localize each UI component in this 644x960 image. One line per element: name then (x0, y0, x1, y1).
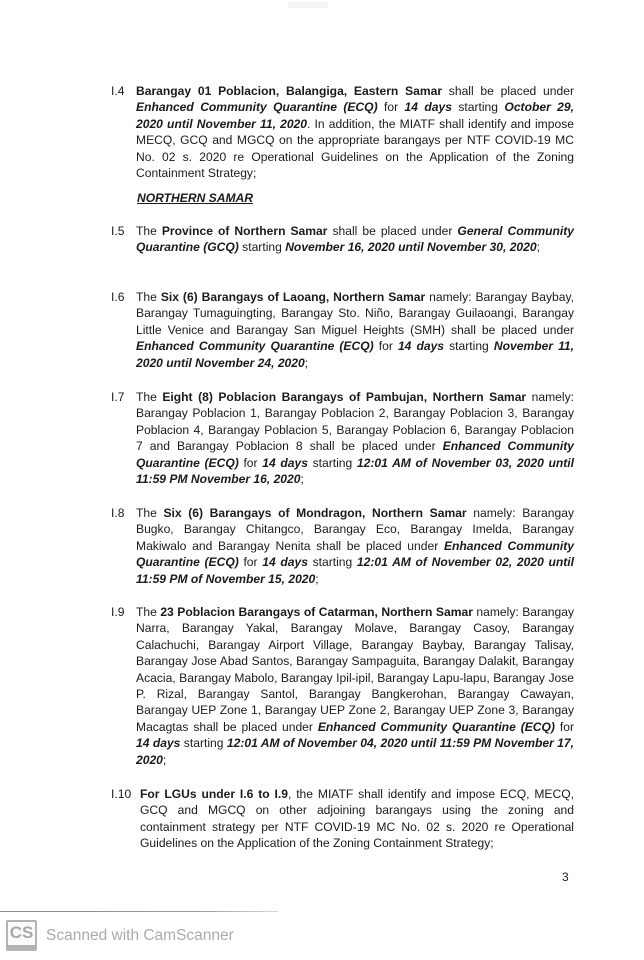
clause-text (128, 83, 574, 181)
emphasized-text: 14 days (136, 736, 181, 751)
emphasized-text: Barangay 01 Poblacion, Balangiga, Eastern Samar (136, 84, 443, 98)
clause-text (128, 505, 574, 587)
clause-number: I.5 (111, 224, 125, 238)
emphasized-text: Enhanced Community Quarantine (ECQ) (136, 439, 574, 470)
emphasized-text: Enhanced Community Quarantine (ECQ) (317, 719, 555, 734)
clause-text (128, 604, 574, 768)
text-run: The (136, 605, 161, 619)
clause-number: I.4 (111, 84, 125, 98)
clause-number: I.7 (111, 390, 125, 404)
emphasized-text: 14 days (262, 455, 308, 470)
clause-i8 (111, 505, 574, 587)
scan-artifact (288, 2, 328, 8)
text-run: The (136, 224, 162, 238)
text-run: ; (536, 240, 540, 255)
text-run: starting (238, 240, 286, 255)
clause-number: I.6 (111, 290, 125, 304)
text-run: namely: Barangay Poblacion 1, Barangay Poblacion 2, Barangay Poblacion 3, Barangay Poblacion 4, Barangay Poblacion 5, Barangay Poblacion 6, Barangay Poblacion 7 and Barangay Poblacion 8 shall be placed under (136, 390, 574, 454)
clause-text (128, 786, 574, 852)
text-run: The (136, 506, 164, 520)
text-run: The (136, 390, 163, 404)
emphasized-text: General Community Quarantine (GCQ) (136, 224, 574, 255)
emphasized-text: Six (6) Barangays of Laoang, Northern Samar (160, 290, 426, 304)
text-run: for (238, 455, 263, 470)
text-run: for (373, 339, 398, 354)
text-run: starting (451, 100, 505, 115)
clause-i7 (111, 389, 574, 487)
emphasized-text: Enhanced Community Quarantine (ECQ) (136, 100, 378, 115)
clause-number: I.10 (111, 787, 132, 801)
text-run: starting (444, 339, 494, 354)
clause-i6 (111, 289, 575, 371)
emphasized-text: Enhanced Community Quarantine (ECQ) (136, 538, 574, 570)
emphasized-text: 14 days (262, 555, 308, 570)
clause-i5 (111, 223, 574, 256)
text-run: namely: Barangay Baybay, Barangay Tumaguingting, Barangay Sto. Niño, Barangay Guilaoangi, Barangay Little Venice and Barangay San Miguel Heights (SMH) shall be placed under (136, 290, 574, 337)
text-run: shall be placed under (442, 84, 574, 98)
emphasized-text: 12:01 AM of November 03, 2020 until 11:59 PM November 16, 2020 (136, 455, 574, 487)
text-run: namely: Barangay Narra, Barangay Yakal, Barangay Molave, Barangay Casoy, Barangay Calachuchi, Barangay Airport Village, Barangay Baybay, Barangay Talisay, Barangay Jose Abad Santos, Barangay Sampaguita, Barangay Dalakit, Barangay Acacia, Barangay Mabolo, Barangay Ipil-ipil, Barangay Lapu-lapu, Barangay Jose P. Rizal, Barangay Santol, Barangay Bangkerohan, Barangay Cawayan, Barangay UEP Zone 1, Barangay UEP Zone 2, Barangay UEP Zone 3, Barangay Macagtas shall be placed under (136, 605, 574, 734)
footer-divider (0, 911, 278, 912)
page-number: 3 (562, 870, 569, 884)
emphasized-text: October 29, 2020 until November 11, 2020 (136, 100, 574, 131)
text-run: ; (300, 472, 304, 487)
text-run: starting (180, 736, 227, 751)
emphasized-text: November 16, 2020 until November 30, 2020 (285, 240, 537, 255)
text-run: ; (315, 571, 319, 586)
text-run: The (136, 290, 161, 304)
text-run: starting (307, 455, 357, 470)
text-run: for (238, 555, 263, 570)
camscanner-watermark: Scanned with CamScanner (46, 927, 234, 944)
emphasized-text: Eight (8) Poblacion Barangays of Pambujan, Northern Samar (162, 390, 527, 404)
emphasized-text: 12:01 AM of November 04, 2020 until 11:59 PM November 17, 2020 (136, 736, 574, 767)
clause-text (128, 223, 574, 256)
emphasized-text: 14 days (397, 339, 445, 354)
clause-i10 (111, 786, 574, 852)
text-run: , the MIATF shall identify and impose ECQ, MECQ, GCQ and MGCQ on other adjoining barangays using the zoning and containment strategy per NTF COVID-19 MC No. 02 s. 2020 re Operational Guidelines on the Application of the Zoning Containment Strategy; (140, 787, 574, 851)
camscanner-logo-icon: CS (6, 920, 37, 951)
text-run: for (554, 719, 574, 734)
clause-text (128, 389, 574, 487)
text-run: for (377, 100, 405, 115)
text-run: ; (162, 752, 167, 767)
emphasized-text: For LGUs under I.6 to I.9 (140, 787, 288, 801)
emphasized-text: Province of Northern Samar (161, 224, 328, 238)
text-run: . In addition, the MIATF shall identify and impose MECQ, GCQ and MGCQ on the appropriate barangays per NTF COVID-19 MC No. 02 s. 2020 re Operational Guidelines on the Application of the Zoning Containment Strategy; (136, 116, 574, 181)
text-run: ; (304, 355, 309, 370)
emphasized-text: 23 Poblacion Barangays of Catarman, Northern Samar (160, 605, 473, 619)
emphasized-text: 12:01 AM of November 02, 2020 until 11:59 PM of November 15, 2020 (136, 555, 574, 586)
clause-number: I.8 (111, 506, 125, 520)
clause-text (128, 289, 574, 371)
section-heading: NORTHERN SAMAR (137, 191, 254, 205)
text-run: shall be placed under (327, 224, 458, 238)
text-run: starting (307, 555, 357, 570)
clause-i9 (111, 604, 574, 768)
emphasized-text: Enhanced Community Quarantine (ECQ) (136, 339, 374, 354)
clause-number: I.9 (111, 605, 125, 619)
emphasized-text: November 11, 2020 until November 24, 2020 (136, 339, 575, 370)
emphasized-text: Six (6) Barangays of Mondragon, Northern Samar (163, 506, 467, 520)
emphasized-text: 14 days (404, 100, 452, 115)
clause-i4 (111, 83, 574, 181)
text-run: namely: Barangay Bugko, Barangay Chitangco, Barangay Eco, Barangay Imelda, Barangay Makiwalo and Barangay Nenita shall be placed under (136, 506, 574, 553)
